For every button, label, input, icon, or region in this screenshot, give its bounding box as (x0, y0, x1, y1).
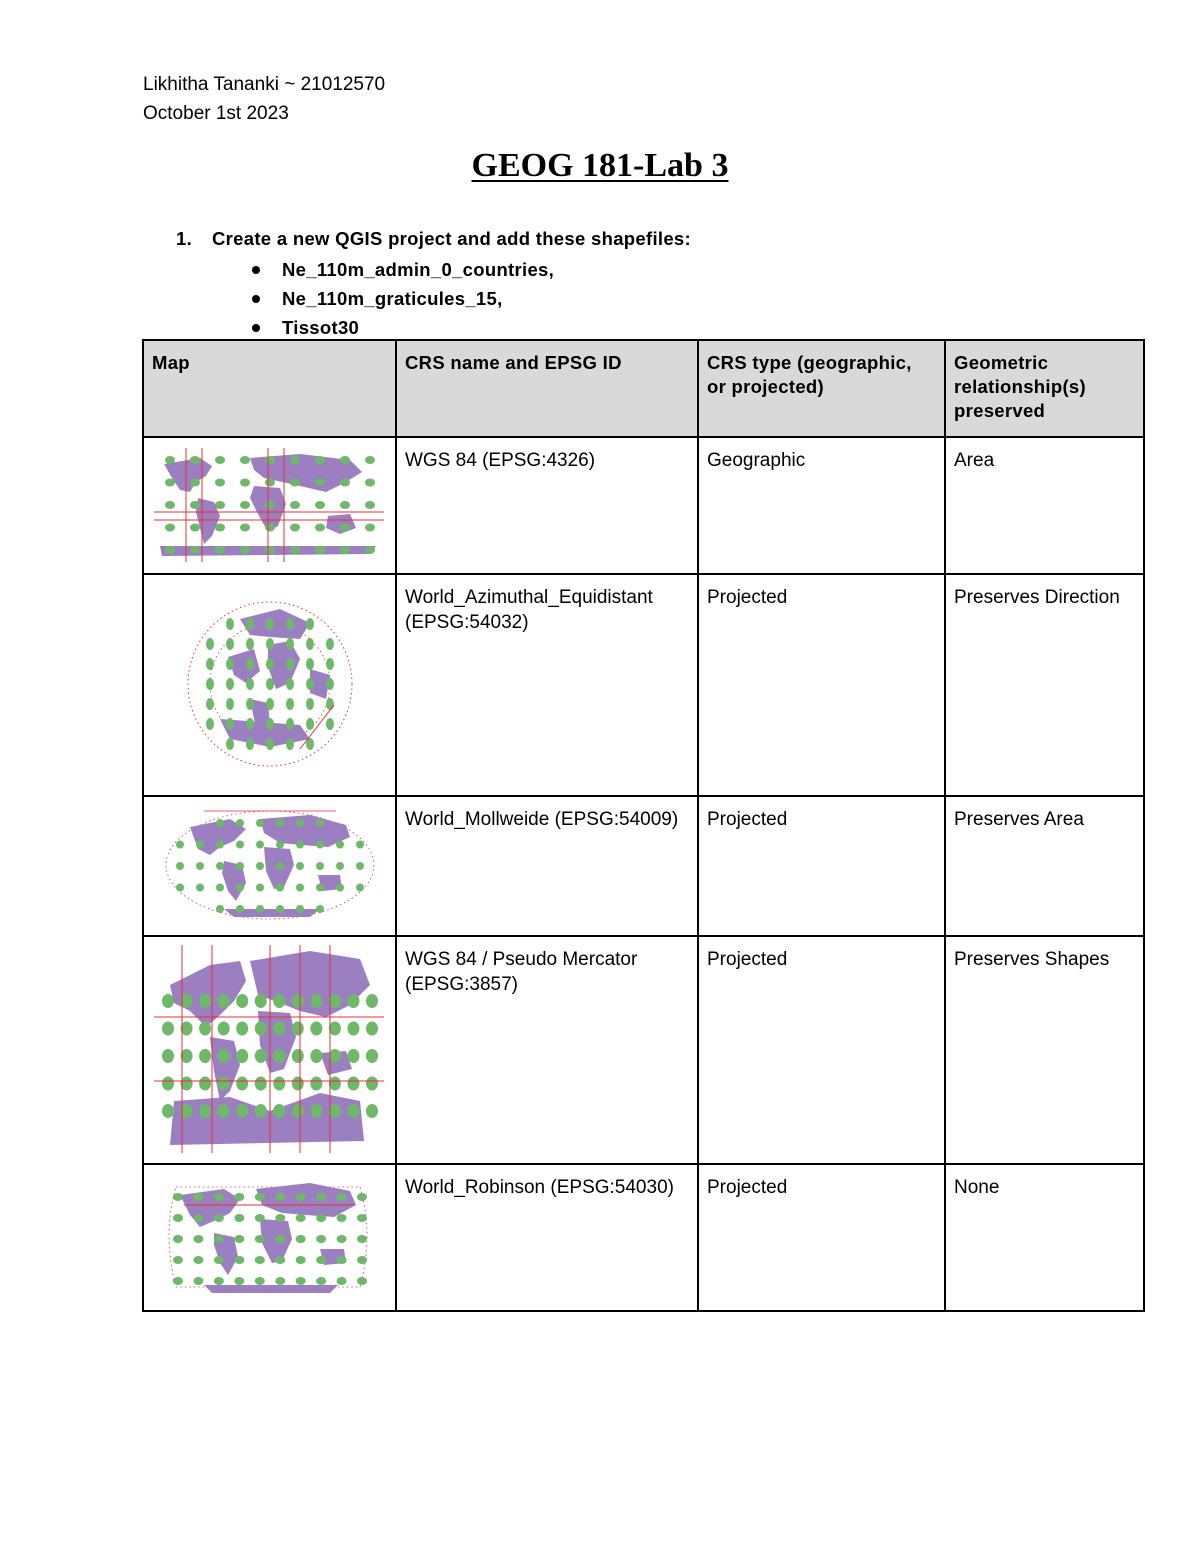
tissot-circle (337, 1214, 347, 1222)
tissot-circle (234, 1256, 244, 1264)
tissot-circle (290, 524, 300, 532)
tissot-circle (199, 1022, 211, 1036)
tissot-circle (266, 638, 274, 650)
tissot-circle (286, 718, 294, 730)
tissot-circle (206, 638, 214, 650)
table-row (143, 936, 1144, 1164)
tissot-circle (190, 524, 200, 532)
tissot-circle (290, 501, 300, 509)
tissot-circle (337, 1256, 347, 1264)
table-row (143, 437, 1144, 574)
tissot-circle (340, 501, 350, 509)
tissot-circle (236, 994, 248, 1008)
tissot-circle (218, 1104, 230, 1118)
tissot-circle (340, 479, 350, 487)
tissot-circle (256, 841, 264, 849)
tissot-circle (255, 1104, 267, 1118)
tissot-circle (292, 1049, 304, 1063)
tissot-circle (275, 1256, 285, 1264)
tissot-circle (275, 1277, 285, 1285)
tissot-circle (165, 456, 175, 464)
tissot-circle (255, 1193, 265, 1201)
tissot-circle (276, 884, 284, 892)
shapefile-item: Ne_110m_graticules_15, (248, 284, 554, 313)
tissot-circle (215, 456, 225, 464)
tissot-circle (316, 1277, 326, 1285)
tissot-circle (315, 479, 325, 487)
preserved-cell: Area (945, 437, 1144, 574)
tissot-circle (290, 456, 300, 464)
azimuthal-equidistant-map-thumbnail (150, 579, 388, 789)
tissot-circle (214, 1256, 224, 1264)
header-preserved: Geometric relationship(s) preserved (945, 340, 1144, 437)
crs-type-cell: Geographic (698, 437, 945, 574)
tissot-circle (193, 1193, 203, 1201)
tissot-circle (196, 841, 204, 849)
tissot-circle (206, 678, 214, 690)
tissot-circle (190, 546, 200, 554)
tissot-circle (236, 841, 244, 849)
tissot-circle (255, 1049, 267, 1063)
tissot-circle (316, 1235, 326, 1243)
tissot-circle (310, 1104, 322, 1118)
tissot-circle (218, 1049, 230, 1063)
tissot-circle (193, 1256, 203, 1264)
tissot-circle (240, 479, 250, 487)
tissot-circle (240, 524, 250, 532)
tissot-circle (340, 456, 350, 464)
tissot-circle (292, 1022, 304, 1036)
tissot-circle (240, 456, 250, 464)
tissot-circle (326, 678, 334, 690)
tissot-circle (336, 841, 344, 849)
preserved-cell: Preserves Direction (945, 574, 1144, 796)
tissot-circle (255, 1277, 265, 1285)
crs-name-cell: World_Mollweide (EPSG:54009) (396, 796, 698, 936)
preserved-cell: Preserves Area (945, 796, 1144, 936)
tissot-circle (265, 479, 275, 487)
tissot-circle (273, 1022, 285, 1036)
map-cell (143, 574, 396, 796)
preserved-cell: Preserves Shapes (945, 936, 1144, 1164)
date-line: October 1st 2023 (143, 103, 289, 124)
tissot-circle (286, 638, 294, 650)
tissot-circle (326, 658, 334, 670)
map-cell (143, 1164, 396, 1311)
tissot-circle (316, 1193, 326, 1201)
tissot-circle (190, 456, 200, 464)
tissot-circle (240, 501, 250, 509)
tissot-circle (286, 738, 294, 750)
tissot-circle (306, 638, 314, 650)
crs-name-cell: World_Robinson (EPSG:54030) (396, 1164, 698, 1311)
tissot-circle (296, 841, 304, 849)
tissot-circle (214, 1277, 224, 1285)
tissot-circle (290, 546, 300, 554)
tissot-circle (365, 546, 375, 554)
tissot-circle (326, 718, 334, 730)
map-cell (143, 796, 396, 936)
tissot-circle (292, 994, 304, 1008)
tissot-circle (357, 1214, 367, 1222)
tissot-circle (236, 1104, 248, 1118)
tissot-circle (296, 1256, 306, 1264)
tissot-circle (315, 524, 325, 532)
crs-type-cell: Projected (698, 796, 945, 936)
tissot-circle (266, 678, 274, 690)
tissot-circle (216, 819, 224, 827)
tissot-circle (366, 1104, 378, 1118)
crs-name-cell: World_Azimuthal_Equidistant (EPSG:54032) (396, 574, 698, 796)
tissot-circle (246, 738, 254, 750)
tissot-circle (296, 884, 304, 892)
tissot-circle (255, 1077, 267, 1091)
tissot-circle (366, 1077, 378, 1091)
tissot-circle (336, 884, 344, 892)
tissot-circle (310, 994, 322, 1008)
tissot-circle (226, 718, 234, 730)
tissot-circle (165, 524, 175, 532)
tissot-circle (329, 994, 341, 1008)
tissot-circle (226, 638, 234, 650)
tissot-circle (347, 1022, 359, 1036)
tissot-circle (226, 618, 234, 630)
robinson-map-thumbnail (150, 1169, 388, 1303)
tissot-circle (273, 1049, 285, 1063)
tissot-circle (266, 618, 274, 630)
tissot-circle (246, 698, 254, 710)
tissot-circle (215, 479, 225, 487)
tissot-circle (316, 905, 324, 913)
tissot-circle (292, 1077, 304, 1091)
crs-name-cell: WGS 84 (EPSG:4326) (396, 437, 698, 574)
tissot-circle (315, 456, 325, 464)
tissot-circle (173, 1256, 183, 1264)
tissot-circle (306, 698, 314, 710)
tissot-circle (255, 994, 267, 1008)
tissot-circle (165, 479, 175, 487)
tissot-circle (357, 1235, 367, 1243)
tissot-circle (329, 1104, 341, 1118)
tissot-circle (316, 884, 324, 892)
tissot-circle (296, 1193, 306, 1201)
tissot-circle (296, 1235, 306, 1243)
table-row (143, 796, 1144, 936)
tissot-circle (276, 862, 284, 870)
tissot-circle (255, 1022, 267, 1036)
tissot-circle (216, 862, 224, 870)
crs-name-cell: WGS 84 / Pseudo Mercator (EPSG:3857) (396, 936, 698, 1164)
tissot-circle (236, 884, 244, 892)
crs-type-cell: Projected (698, 574, 945, 796)
tissot-circle (357, 1277, 367, 1285)
tissot-circle (165, 501, 175, 509)
tissot-circle (276, 819, 284, 827)
table-row (143, 1164, 1144, 1311)
tissot-circle (176, 862, 184, 870)
equirectangular-map-thumbnail (150, 442, 388, 568)
tissot-circle (310, 1077, 322, 1091)
tissot-circle (226, 678, 234, 690)
tissot-circle (214, 1235, 224, 1243)
tissot-circle (296, 819, 304, 827)
tissot-circle (193, 1277, 203, 1285)
tissot-circle (165, 546, 175, 554)
tissot-circle (226, 698, 234, 710)
map-cell (143, 936, 396, 1164)
tissot-circle (337, 1235, 347, 1243)
tissot-circle (366, 1049, 378, 1063)
tissot-circle (256, 819, 264, 827)
tissot-circle (199, 1104, 211, 1118)
header-crs-type: CRS type (geographic, or projected) (698, 340, 945, 437)
page-title: GEOG 181-Lab 3 (471, 147, 729, 184)
tissot-circle (286, 618, 294, 630)
tissot-circle (357, 1193, 367, 1201)
shapefile-item: Tissot30 (248, 313, 554, 342)
tissot-circle (256, 905, 264, 913)
tissot-circle (255, 1214, 265, 1222)
tissot-circle (356, 841, 364, 849)
tissot-circle (265, 524, 275, 532)
tissot-circle (236, 1049, 248, 1063)
header-map: Map (143, 340, 396, 437)
mollweide-map-thumbnail (150, 801, 388, 929)
tissot-circle (329, 1022, 341, 1036)
tissot-circle (199, 1049, 211, 1063)
crs-type-cell: Projected (698, 1164, 945, 1311)
tissot-circle (296, 905, 304, 913)
tissot-circle (273, 1077, 285, 1091)
shapefile-item: Ne_110m_admin_0_countries, (248, 255, 554, 284)
tissot-circle (190, 501, 200, 509)
tissot-circle (256, 862, 264, 870)
tissot-circle (329, 1077, 341, 1091)
tissot-circle (296, 862, 304, 870)
tissot-circle (234, 1235, 244, 1243)
tissot-circle (206, 658, 214, 670)
tissot-circle (365, 479, 375, 487)
tissot-circle (162, 994, 174, 1008)
tissot-circle (340, 524, 350, 532)
tissot-circle (337, 1193, 347, 1201)
tissot-circle (199, 1077, 211, 1091)
tissot-circle (296, 1277, 306, 1285)
tissot-circle (347, 994, 359, 1008)
author-line: Likhitha Tananki ~ 21012570 (143, 74, 386, 95)
tissot-circle (162, 1049, 174, 1063)
tissot-circle (226, 658, 234, 670)
tissot-circle (292, 1104, 304, 1118)
table-row (143, 574, 1144, 796)
tissot-circle (326, 638, 334, 650)
tissot-circle (316, 1214, 326, 1222)
tissot-circle (365, 524, 375, 532)
map-cell (143, 437, 396, 574)
tissot-circle (214, 1214, 224, 1222)
tissot-circle (246, 718, 254, 730)
tissot-circle (236, 862, 244, 870)
crs-type-cell: Projected (698, 936, 945, 1164)
tissot-circle (162, 1022, 174, 1036)
tissot-circle (306, 678, 314, 690)
tissot-circle (366, 1022, 378, 1036)
tissot-circle (273, 994, 285, 1008)
tissot-circle (218, 1077, 230, 1091)
tissot-circle (190, 479, 200, 487)
tissot-circle (206, 718, 214, 730)
tissot-circle (216, 884, 224, 892)
tissot-circle (316, 819, 324, 827)
tissot-circle (162, 1077, 174, 1091)
tissot-circle (193, 1214, 203, 1222)
tissot-circle (218, 994, 230, 1008)
tissot-circle (193, 1235, 203, 1243)
tissot-circle (236, 905, 244, 913)
tissot-circle (286, 698, 294, 710)
tissot-circle (275, 1214, 285, 1222)
tissot-circle (234, 1193, 244, 1201)
tissot-circle (365, 501, 375, 509)
tissot-circle (326, 698, 334, 710)
tissot-circle (246, 658, 254, 670)
tissot-circle (240, 546, 250, 554)
tissot-circle (310, 1022, 322, 1036)
question-1 (176, 227, 691, 251)
tissot-circle (218, 1022, 230, 1036)
preserved-cell: None (945, 1164, 1144, 1311)
tissot-circle (236, 819, 244, 827)
tissot-circle (196, 884, 204, 892)
tissot-circle (226, 738, 234, 750)
tissot-circle (286, 678, 294, 690)
tissot-circle (275, 1235, 285, 1243)
tissot-circle (246, 618, 254, 630)
tissot-circle (336, 862, 344, 870)
tissot-circle (316, 1256, 326, 1264)
tissot-circle (347, 1104, 359, 1118)
crs-table (142, 339, 1145, 1312)
tissot-circle (265, 501, 275, 509)
tissot-circle (266, 738, 274, 750)
tissot-circle (315, 501, 325, 509)
tissot-circle (236, 1077, 248, 1091)
tissot-circle (206, 698, 214, 710)
tissot-circle (347, 1077, 359, 1091)
table-header-row (143, 340, 1144, 437)
tissot-circle (265, 456, 275, 464)
tissot-circle (306, 718, 314, 730)
tissot-circle (296, 1214, 306, 1222)
tissot-circle (173, 1277, 183, 1285)
tissot-circle (276, 905, 284, 913)
tissot-circle (306, 618, 314, 630)
tissot-circle (234, 1214, 244, 1222)
tissot-circle (265, 546, 275, 554)
tissot-circle (255, 1256, 265, 1264)
tissot-circle (176, 841, 184, 849)
tissot-circle (286, 658, 294, 670)
tissot-circle (316, 862, 324, 870)
tissot-circle (255, 1235, 265, 1243)
tissot-circle (347, 1049, 359, 1063)
tissot-circle (236, 1022, 248, 1036)
tissot-circle (162, 1104, 174, 1118)
tissot-circle (273, 1104, 285, 1118)
tissot-circle (173, 1214, 183, 1222)
tissot-circle (215, 524, 225, 532)
header-crs-name: CRS name and EPSG ID (396, 340, 698, 437)
tissot-circle (216, 841, 224, 849)
shapefile-list (248, 255, 554, 342)
tissot-circle (173, 1193, 183, 1201)
tissot-circle (266, 698, 274, 710)
tissot-circle (266, 658, 274, 670)
tissot-circle (196, 862, 204, 870)
tissot-circle (266, 718, 274, 730)
tissot-circle (316, 841, 324, 849)
tissot-circle (310, 1049, 322, 1063)
tissot-circle (357, 1256, 367, 1264)
question-number: 1. (176, 228, 193, 249)
tissot-circle (276, 841, 284, 849)
tissot-circle (199, 994, 211, 1008)
tissot-circle (246, 678, 254, 690)
tissot-circle (275, 1193, 285, 1201)
pseudo-mercator-map-thumbnail (150, 941, 388, 1157)
tissot-circle (356, 862, 364, 870)
tissot-circle (214, 1193, 224, 1201)
tissot-circle (306, 658, 314, 670)
tissot-circle (365, 456, 375, 464)
tissot-circle (215, 546, 225, 554)
tissot-circle (337, 1277, 347, 1285)
tissot-circle (215, 501, 225, 509)
tissot-circle (315, 546, 325, 554)
tissot-circle (290, 479, 300, 487)
tissot-circle (329, 1049, 341, 1063)
tissot-circle (234, 1277, 244, 1285)
tissot-circle (216, 905, 224, 913)
question-text: Create a new QGIS project and add these shapefiles: (212, 228, 691, 249)
tissot-circle (246, 638, 254, 650)
tissot-circle (340, 546, 350, 554)
tissot-circle (356, 884, 364, 892)
tissot-circle (366, 994, 378, 1008)
tissot-circle (256, 884, 264, 892)
tissot-circle (173, 1235, 183, 1243)
tissot-circle (176, 884, 184, 892)
